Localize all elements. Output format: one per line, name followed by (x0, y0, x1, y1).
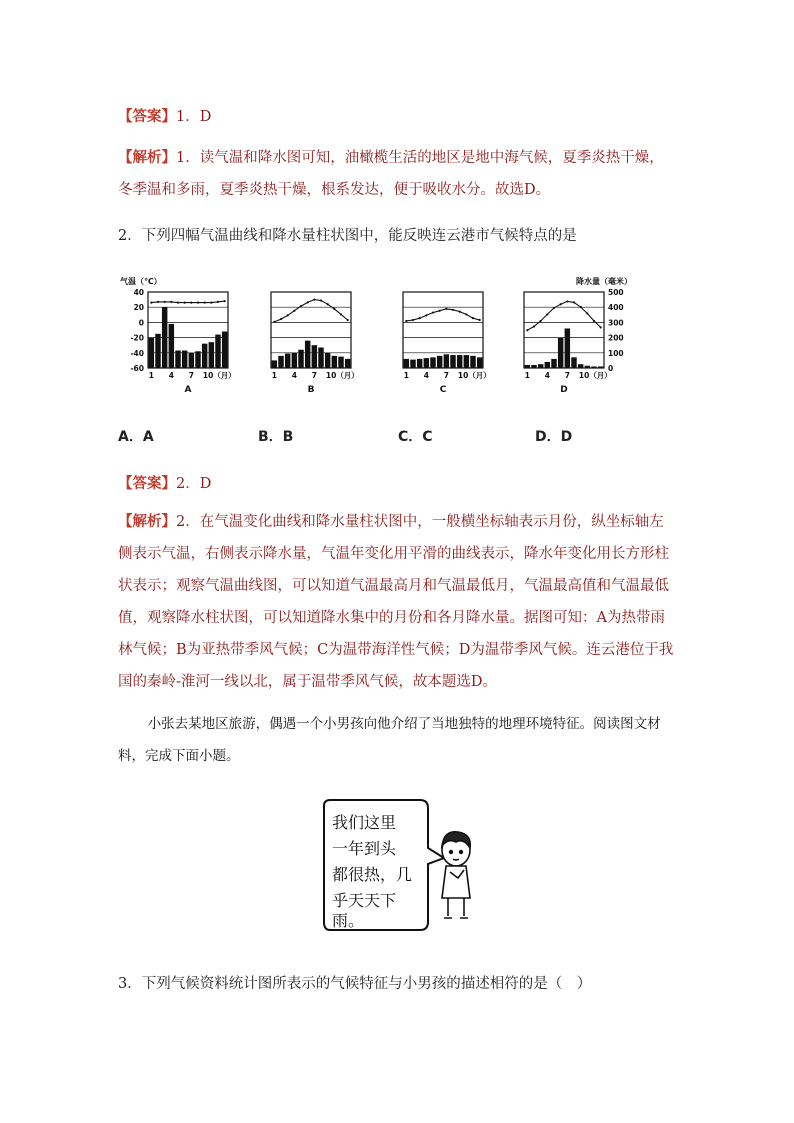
temperature-point (273, 321, 275, 323)
temperature-point (412, 319, 414, 321)
temperature-curve (151, 301, 224, 303)
precipitation-bar (410, 360, 415, 368)
temperature-point (465, 313, 467, 315)
temperature-point (177, 302, 179, 304)
analysis-text: 2．在气温变化曲线和降水量柱状图中，一般横坐标轴表示月份，纵坐标轴左侧表示气温，右侧表示降水量，气温年变化用平滑的曲线表示，降水年变化用长方形柱状表示；观察气温曲线图，可以知道气温最高月和气温最低月，气温最高值和气温最低值，观察降水柱状图，可以知道降水集中的月份和各月降水量。据图可知：A为热带雨林气候；B为亚热带季风气候；C为温带海洋性气候；D为温带季风气候。连云港位于我国的秦岭-淮河一线以北，属于温带季风气候，故本题选D。 (118, 514, 674, 690)
precipitation-bar (457, 355, 462, 368)
x-tick-label: 7 (188, 371, 194, 380)
precipitation-bar (545, 362, 550, 368)
temperature-point (210, 302, 212, 304)
chart-frame (524, 292, 604, 368)
chart-label: B (307, 385, 315, 395)
question-2: 2．下列四幅气温曲线和降水量柱状图中，能反映连云港市气候特点的是 (118, 228, 577, 244)
precipitation-bar (450, 355, 455, 368)
temperature-point (526, 329, 528, 331)
temperature-point (546, 313, 548, 315)
left-tick-label: 40 (133, 288, 144, 297)
precipitation-bar (155, 334, 160, 368)
precipitation-bar (591, 366, 596, 368)
x-tick-label: 7 (443, 371, 449, 380)
temperature-point (340, 313, 342, 315)
x-tick-label: 4 (544, 371, 550, 380)
x-tick-label: 1 (271, 371, 277, 380)
bubble-line-5: 雨。 (332, 911, 365, 930)
chart-label: D (560, 385, 568, 395)
temperature-point (184, 302, 186, 304)
climate-charts (118, 270, 638, 400)
precipitation-bar (332, 356, 337, 368)
precipitation-bar (417, 359, 422, 368)
x-tick-label: 4 (168, 371, 174, 380)
story-text: 小张去某地区旅游，偶遇一个小男孩向他介绍了当地独特的地理环境特征。阅读图文材料，完成下面小题。 (118, 716, 661, 764)
temperature-point (553, 307, 555, 309)
temperature-point (150, 302, 152, 304)
chart-label: A (184, 385, 192, 395)
temperature-curve (406, 309, 479, 321)
precipitation-bar (162, 307, 167, 368)
bubble-line-2: 一年到头 (332, 839, 397, 858)
option-c: C．C (398, 429, 433, 445)
precipitation-bar (470, 356, 475, 368)
answer-2 (118, 472, 211, 493)
temperature-point (445, 308, 447, 310)
temperature-point (287, 314, 289, 316)
bubble-line-1: 我们这里 (332, 813, 397, 832)
precipitation-bar (215, 335, 220, 368)
left-tick-label: 20 (133, 303, 144, 313)
right-tick-label: 400 (608, 303, 624, 313)
precipitation-bar (464, 355, 469, 368)
precipitation-bar (430, 357, 435, 368)
precipitation-bar (222, 332, 227, 368)
temperature-point (439, 310, 441, 312)
temperature-point (224, 300, 226, 302)
precipitation-bar (404, 359, 409, 368)
right-tick-label: 100 (608, 348, 624, 358)
precipitation-bar (175, 351, 180, 368)
temperature-point (217, 301, 219, 303)
left-tick-label: -40 (130, 348, 144, 358)
right-tick-label: 0 (608, 364, 614, 373)
precipitation-bar (565, 328, 570, 368)
precipitation-bar (345, 359, 350, 368)
precipitation-bar (525, 365, 530, 368)
temperature-point (190, 302, 192, 304)
temperature-curve (527, 301, 600, 330)
left-tick-label: 0 (138, 318, 144, 328)
x-tick-label: 10（月） (457, 371, 491, 380)
boy-figure (442, 832, 470, 918)
temperature-point (560, 303, 562, 305)
precipitation-bar (598, 366, 603, 368)
temperature-point (425, 314, 427, 316)
x-tick-label: 1 (148, 371, 154, 380)
answer-text: 2．D (176, 476, 212, 492)
precipitation-bar (298, 350, 303, 368)
temperature-point (293, 310, 295, 312)
precipitation-bar (444, 354, 449, 368)
precipitation-bar (538, 364, 543, 368)
right-axis-label: 降水量（毫米） (576, 277, 632, 286)
analysis-text: 1．读气温和降水图可知，油橄榄生活的地区是地中海气候，夏季炎热干燥，冬季温和多雨，夏季炎热干燥，根系发达，便于吸收水分。故选D。 (118, 150, 664, 198)
temperature-point (197, 302, 199, 304)
precipitation-bar (531, 365, 536, 368)
temperature-point (566, 300, 568, 302)
analysis-tag: 【解析】 (118, 513, 176, 530)
precipitation-bar (292, 353, 297, 368)
precipitation-bar (558, 338, 563, 368)
temperature-point (479, 319, 481, 321)
precipitation-bar (272, 360, 277, 368)
temperature-point (600, 326, 602, 328)
precipitation-bar (578, 364, 583, 368)
answer-1 (118, 105, 211, 126)
precipitation-bar (202, 344, 207, 368)
chart-label: C (439, 385, 447, 395)
temperature-curve (274, 300, 347, 322)
x-tick-label: 10（月） (578, 371, 612, 380)
analysis-1 (118, 142, 678, 206)
precipitation-bar (209, 342, 214, 368)
x-tick-label: 7 (564, 371, 570, 380)
boy-illustration (318, 798, 478, 934)
x-tick-label: 4 (423, 371, 429, 380)
precipitation-bar (551, 359, 556, 368)
right-tick-label: 300 (608, 318, 624, 328)
temperature-point (347, 319, 349, 321)
bubble-line-3: 都很热，几 (332, 865, 413, 884)
option-b: B．B (258, 429, 294, 445)
x-tick-label: 10（月） (202, 371, 236, 380)
precipitation-bar (305, 341, 310, 368)
temperature-point (164, 301, 166, 303)
temperature-point (459, 311, 461, 313)
temperature-point (405, 320, 407, 322)
question-3: 3．下列气候资料统计图所表示的气候特征与小男孩的描述相符的是（ ） (118, 976, 592, 992)
temperature-point (419, 317, 421, 319)
temperature-point (313, 298, 315, 300)
answer-tag: 【答案】 (118, 108, 176, 125)
left-axis-label: 气温（℃） (120, 277, 162, 286)
temperature-point (593, 320, 595, 322)
temperature-point (432, 311, 434, 313)
right-tick-label: 500 (608, 288, 624, 297)
temperature-point (320, 299, 322, 301)
x-tick-label: 1 (524, 371, 530, 380)
x-tick-label: 10（月） (325, 371, 359, 380)
temperature-point (327, 303, 329, 305)
x-tick-label: 7 (311, 371, 317, 380)
precipitation-bar (195, 351, 200, 368)
precipitation-bar (312, 345, 317, 368)
temperature-point (157, 301, 159, 303)
temperature-point (540, 320, 542, 322)
precipitation-bar (169, 324, 174, 368)
temperature-point (300, 305, 302, 307)
precipitation-bar (189, 353, 194, 368)
precipitation-bar (182, 351, 187, 368)
right-tick-label: 200 (608, 333, 624, 343)
left-tick-label: -20 (130, 333, 144, 343)
temperature-point (533, 325, 535, 327)
temperature-point (452, 309, 454, 311)
temperature-point (586, 312, 588, 314)
temperature-point (580, 306, 582, 308)
precipitation-bar (477, 357, 482, 368)
precipitation-bar (585, 366, 590, 368)
analysis-tag: 【解析】 (118, 149, 176, 166)
x-tick-label: 1 (403, 371, 409, 380)
bubble-line-4: 乎天天下 (332, 891, 397, 910)
temperature-point (204, 302, 206, 304)
precipitation-bar (318, 347, 323, 368)
x-tick-label: 4 (291, 371, 297, 380)
precipitation-bar (424, 358, 429, 368)
precipitation-bar (571, 357, 576, 368)
answer-text: 1．D (176, 109, 212, 125)
precipitation-bar (437, 356, 442, 368)
temperature-point (170, 301, 172, 303)
precipitation-bar (325, 353, 330, 368)
precipitation-bar (285, 354, 290, 368)
option-a: A．A (118, 429, 154, 445)
temperature-point (573, 301, 575, 303)
precipitation-bar (278, 356, 283, 368)
precipitation-bar (338, 357, 343, 368)
answer-tag: 【答案】 (118, 475, 176, 492)
option-d: D．D (535, 429, 573, 445)
temperature-point (333, 308, 335, 310)
temperature-point (280, 318, 282, 320)
precipitation-bar (149, 338, 154, 368)
left-tick-label: -60 (130, 364, 144, 373)
temperature-point (472, 317, 474, 319)
temperature-point (307, 301, 309, 303)
analysis-2 (118, 506, 678, 698)
